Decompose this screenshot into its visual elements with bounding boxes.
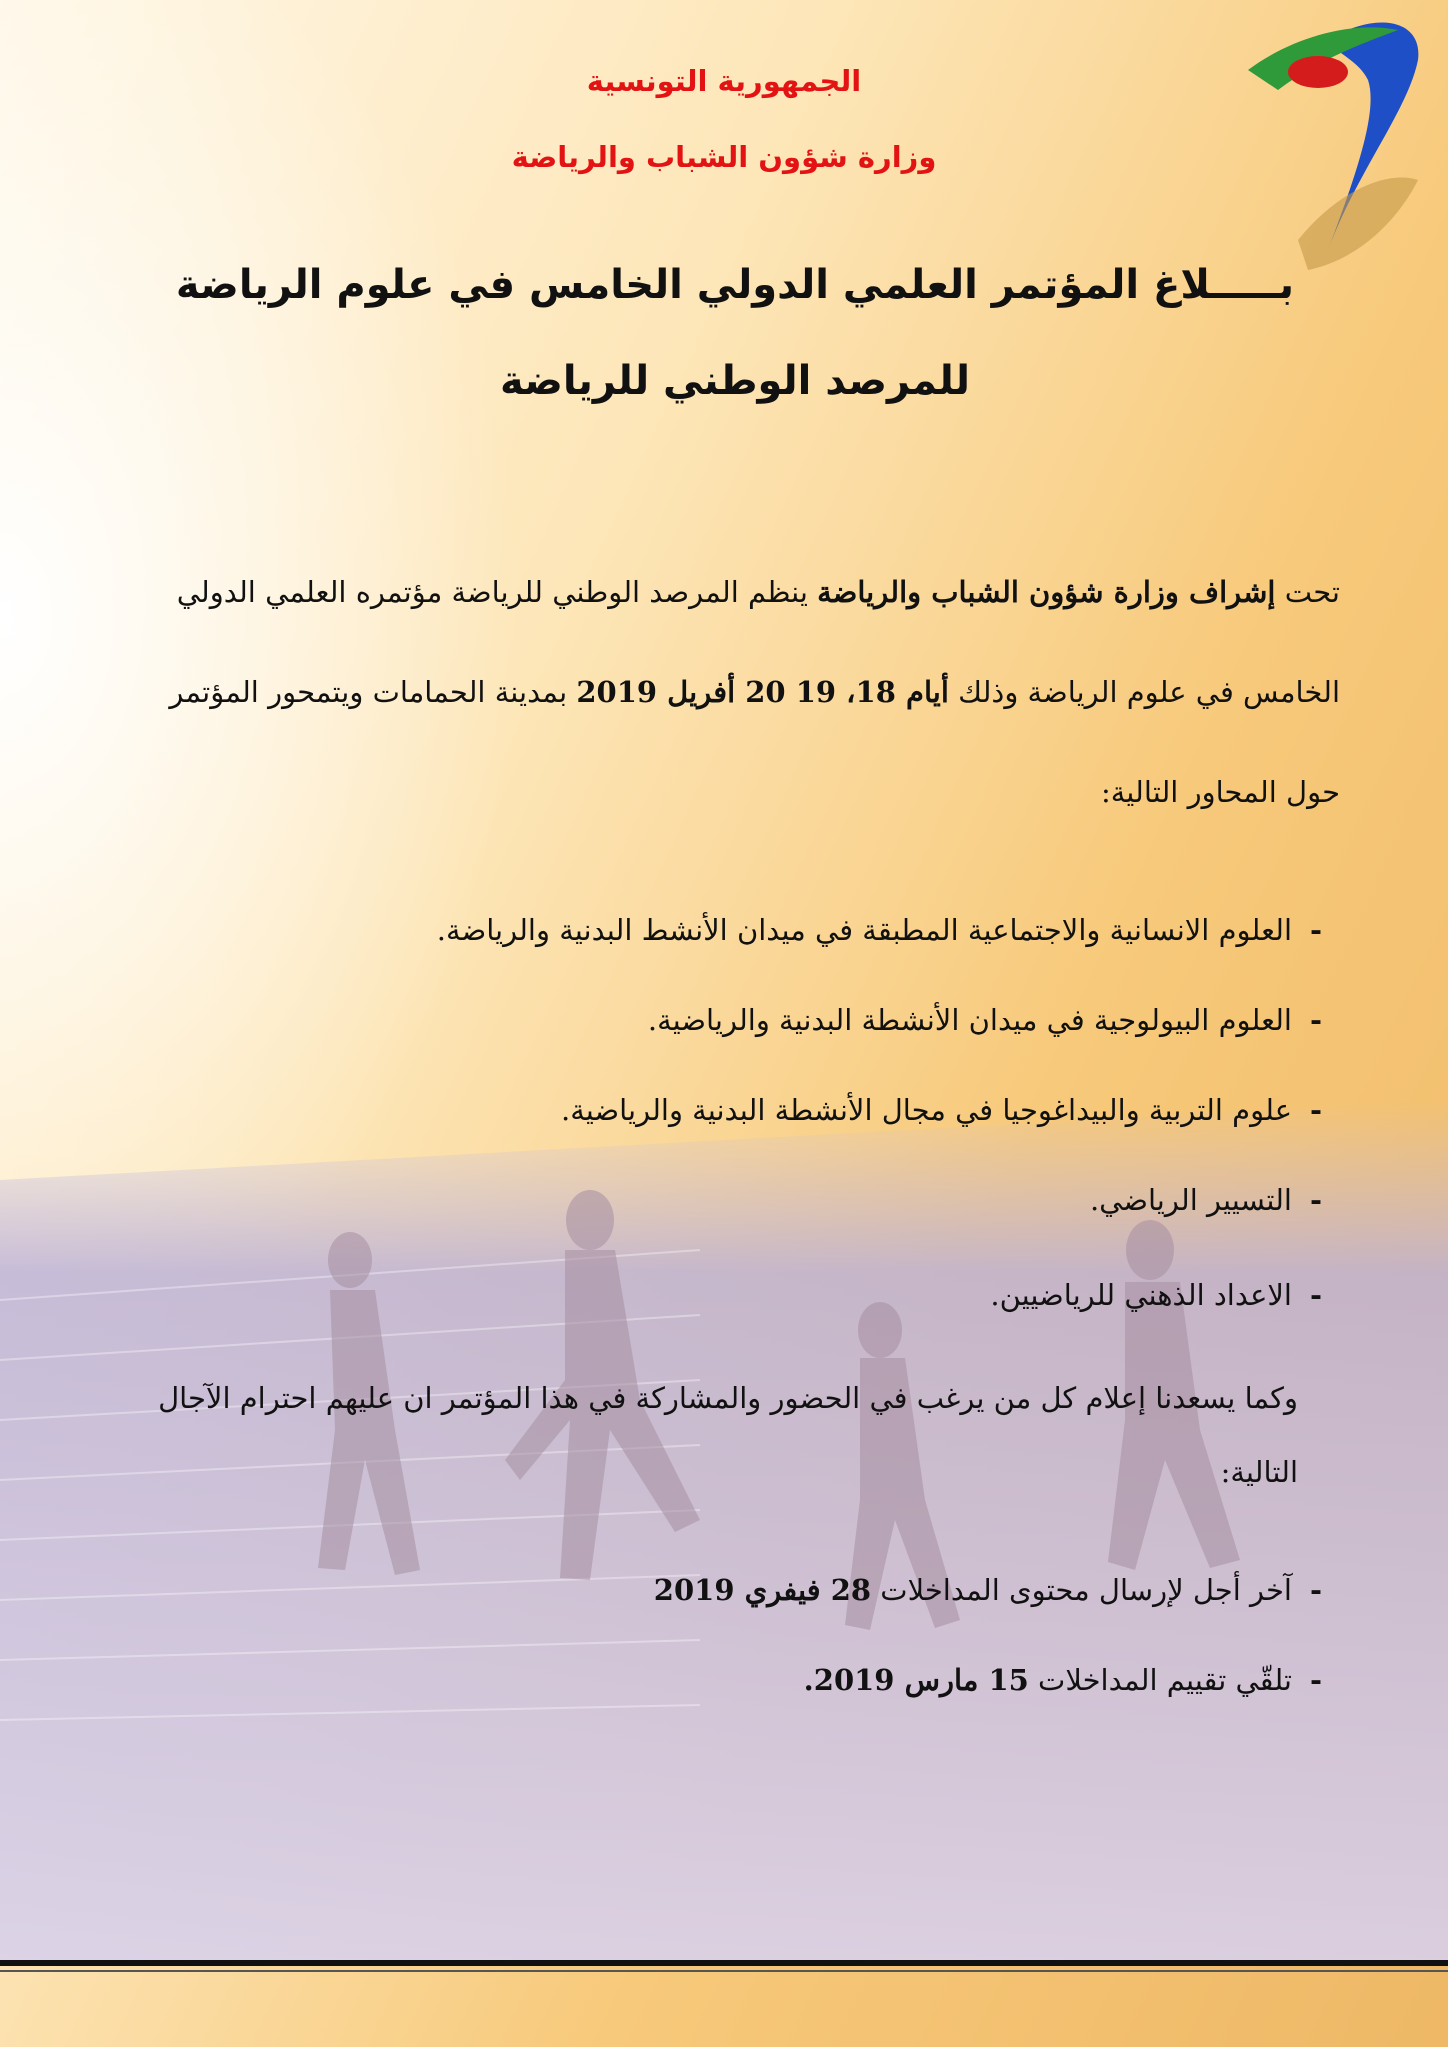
intro-line-2 <box>169 672 1340 712</box>
deadline-date: 15 مارس 2019. <box>803 1663 1029 1697</box>
intro-text: بمدينة الحمامات ويتمحور المؤتمر <box>169 675 577 709</box>
axis-text: العلوم البيولوجية في ميدان الأنشطة البدنية والرياضية. <box>647 1003 1292 1037</box>
page-subtitle: للمرصد الوطني للرياضة <box>499 358 971 404</box>
intro-text: الخامس في علوم الرياضة وذلك <box>948 675 1340 709</box>
list-item <box>437 910 1340 950</box>
page-title: بـــــلاغ المؤتمر العلمي الدولي الخامس في علوم الرياضة <box>175 262 1295 308</box>
dash-bullet-icon: - <box>1309 1278 1323 1312</box>
dash-bullet-icon: - <box>1309 1183 1323 1217</box>
intro-line-1 <box>177 572 1340 612</box>
footer-divider <box>0 1970 1448 1972</box>
deadline-text: تلقّي تقييم المداخلات <box>1028 1663 1292 1697</box>
list-item <box>990 1275 1340 1315</box>
deadline-item <box>654 1570 1340 1610</box>
list-item <box>1090 1180 1340 1220</box>
axis-text: التسيير الرياضي. <box>1089 1183 1292 1217</box>
axis-text: الاعداد الذهني للرياضيين. <box>990 1278 1292 1312</box>
footer-divider <box>0 1960 1448 1966</box>
list-item <box>648 1000 1340 1040</box>
intro-text: ينظم المرصد الوطني للرياضة مؤتمره العلمي الدولي <box>176 575 818 609</box>
axis-text: علوم التربية والبيداغوجيا في مجال الأنشطة البدنية والرياضية. <box>561 1093 1292 1127</box>
deadline-text: آخر أجل لإرسال محتوى المداخلات <box>871 1573 1292 1607</box>
conference-dates: أيام 18، 19 20 أفريل 2019 <box>576 675 949 709</box>
notice-line-1: وكما يسعدنا إعلام كل من يرغب في الحضور والمشاركة في هذا المؤتمر ان عليهم احترام الآجال <box>158 1381 1298 1415</box>
republic-heading: الجمهورية التونسية <box>586 64 862 98</box>
deadline-item <box>804 1660 1340 1700</box>
intro-text: تحت <box>1275 575 1340 609</box>
list-item <box>561 1090 1340 1130</box>
axis-text: العلوم الانسانية والاجتماعية المطبقة في ميدان الأنشط البدنية والرياضة. <box>436 913 1292 947</box>
ministry-heading: وزارة شؤون الشباب والرياضة <box>511 140 937 174</box>
deadline-date: 28 فيفري 2019 <box>653 1573 872 1607</box>
notice-line-2: التالية: <box>1220 1455 1298 1489</box>
intro-line-3: حول المحاور التالية: <box>1100 775 1340 809</box>
intro-bold-text: إشراف وزارة شؤون الشباب والرياضة <box>817 575 1276 609</box>
dash-bullet-icon: - <box>1309 913 1323 947</box>
runners-background-image <box>0 1100 1448 1960</box>
dash-bullet-icon: - <box>1309 1093 1323 1127</box>
dash-bullet-icon: - <box>1309 1663 1323 1697</box>
dash-bullet-icon: - <box>1309 1573 1323 1607</box>
dash-bullet-icon: - <box>1309 1003 1323 1037</box>
